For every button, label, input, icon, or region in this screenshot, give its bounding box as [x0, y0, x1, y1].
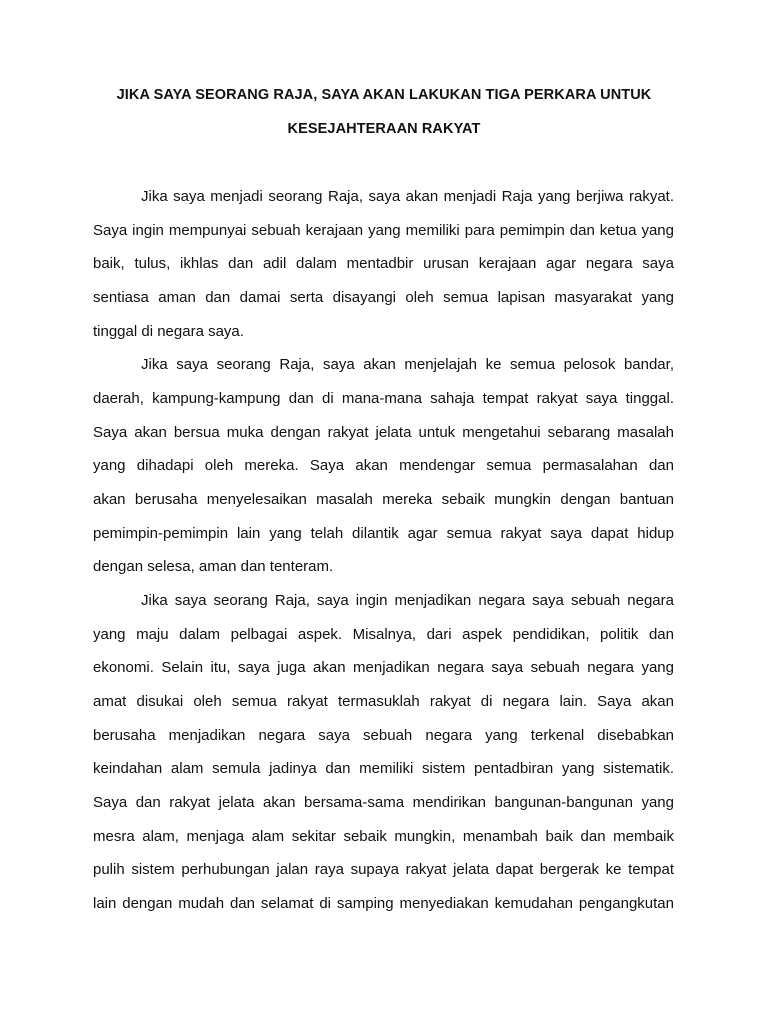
paragraph-line: Saya dan rakyat jelata akan bersama-sama mendirikan bangunan-bangunan yang [93, 794, 674, 811]
paragraph-line: dengan selesa, aman dan tenteram. [93, 558, 334, 575]
paragraph-line: lain dengan mudah dan selamat di samping menyediakan kemudahan pengangkutan [93, 895, 674, 912]
paragraph-line: mesra alam, menjaga alam sekitar sebaik mungkin, menambah baik dan membaik [93, 828, 674, 845]
paragraph-line: yang maju dalam pelbagai aspek. Misalnya, dari aspek pendidikan, politik dan [93, 626, 674, 643]
paragraph-line: baik, tulus, ikhlas dan adil dalam mentadbir urusan kerajaan agar negara saya [93, 255, 674, 272]
paragraph-line: Saya akan bersua muka dengan rakyat jelata untuk mengetahui sebarang masalah [93, 424, 674, 441]
paragraph-line: akan berusaha menyelesaikan masalah mereka sebaik mungkin dengan bantuan [93, 491, 674, 508]
paragraph-line: Saya ingin mempunyai sebuah kerajaan yang memiliki para pemimpin dan ketua yang [93, 222, 674, 239]
paragraph-line: Jika saya menjadi seorang Raja, saya akan menjadi Raja yang berjiwa rakyat. [141, 188, 674, 205]
paragraph-line: yang dihadapi oleh mereka. Saya akan mendengar semua permasalahan dan [93, 457, 674, 474]
paragraph-line: ekonomi. Selain itu, saya juga akan menjadikan negara saya sebuah negara yang [93, 659, 674, 676]
paragraph-line: Jika saya seorang Raja, saya ingin menjadikan negara saya sebuah negara [141, 592, 674, 609]
paragraph-line: tinggal di negara saya. [93, 323, 244, 340]
paragraph-line: pulih sistem perhubungan jalan raya supaya rakyat jelata dapat bergerak ke tempat [93, 861, 674, 878]
paragraph-line: keindahan alam semula jadinya dan memiliki sistem pentadbiran yang sistematik. [93, 760, 674, 777]
paragraph-line: sentiasa aman dan damai serta disayangi oleh semua lapisan masyarakat yang [93, 289, 674, 306]
paragraph-line: Jika saya seorang Raja, saya akan menjelajah ke semua pelosok bandar, [141, 356, 674, 373]
document-title-line-2: KESEJAHTERAAN RAKYAT [287, 121, 481, 137]
paragraph-line: berusaha menjadikan negara saya sebuah negara yang terkenal disebabkan [93, 727, 674, 744]
paragraph-line: amat disukai oleh semua rakyat termasuklah rakyat di negara lain. Saya akan [93, 693, 674, 710]
paragraph-line: pemimpin-pemimpin lain yang telah dilantik agar semua rakyat saya dapat hidup [93, 525, 674, 542]
paragraph-line: daerah, kampung-kampung dan di mana-mana sahaja tempat rakyat saya tinggal. [93, 390, 674, 407]
document-title-line-1: JIKA SAYA SEORANG RAJA, SAYA AKAN LAKUKAN TIGA PERKARA UNTUK [116, 87, 652, 103]
